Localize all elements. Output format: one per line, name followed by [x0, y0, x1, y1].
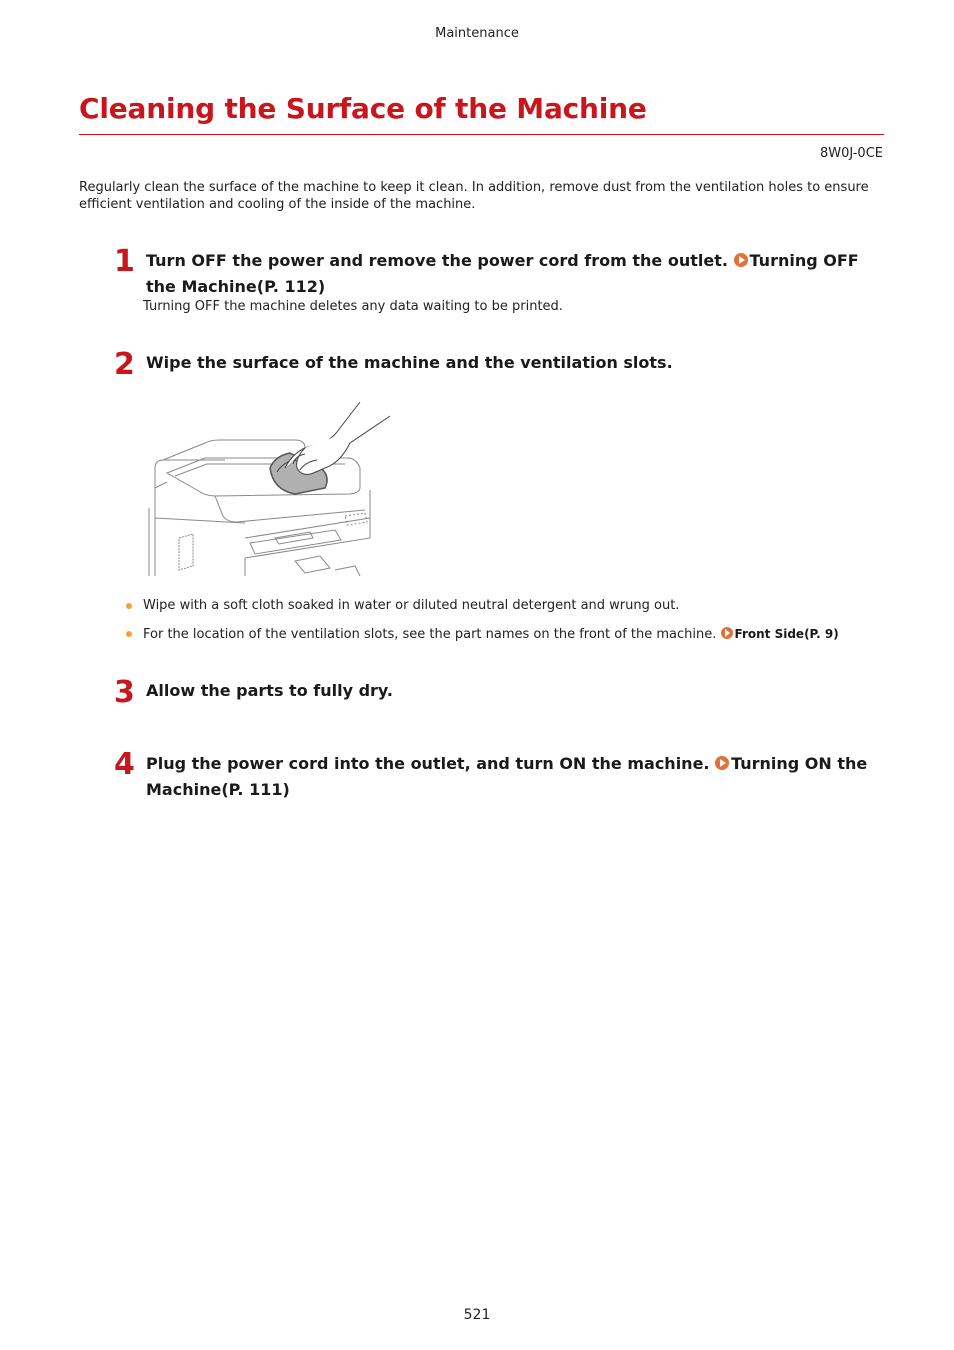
step-1-note: Turning OFF the machine deletes any data waiting to be printed. [143, 299, 563, 314]
step-text-3: Allow the parts to fully dry. [146, 681, 393, 700]
front-side-link-label: Front Side(P. 9) [734, 627, 839, 641]
link-arrow-icon [715, 756, 729, 770]
intro-paragraph: Regularly clean the surface of the machine to keep it clean. In addition, remove dust from the ventilation holes to ensure efficient ventilation and cooling of the inside of the machine. [79, 180, 869, 212]
link-arrow-icon [734, 253, 748, 267]
step-number-3: 3 [114, 675, 135, 710]
front-side-link[interactable] [721, 627, 839, 641]
bullet-text: For the location of the ventilation slots, see the part names on the front of the machine. [143, 627, 717, 642]
bullet-text: Wipe with a soft cloth soaked in water or diluted neutral detergent and wrung out. [143, 598, 680, 613]
step-1-instruction: Turn OFF the power and remove the power cord from the outlet. [146, 251, 728, 270]
bullet-icon [126, 603, 132, 609]
document-id: 8W0J-0CE [819, 146, 883, 161]
link-arrow-icon [721, 627, 733, 639]
list-item [124, 625, 839, 653]
turning-on-link-label: Turning ON the Machine(P. 111) [146, 754, 868, 799]
running-header: Maintenance [435, 26, 519, 41]
step-text-2: Wipe the surface of the machine and the ventilation slots. [146, 353, 673, 372]
turning-off-link-label: Turning OFF the Machine(P. 112) [146, 251, 859, 296]
step-text-1 [146, 248, 881, 300]
step-number-4: 4 [114, 747, 135, 782]
title-divider [79, 134, 884, 135]
cleaning-tips-list [124, 597, 839, 653]
step-number-1: 1 [114, 244, 135, 279]
page-title: Cleaning the Surface of the Machine [79, 92, 647, 125]
bullet-icon [126, 631, 132, 637]
page-number: 521 [463, 1307, 491, 1323]
machine-cleaning-illustration [145, 398, 395, 578]
step-4-instruction: Plug the power cord into the outlet, and turn ON the machine. [146, 754, 710, 773]
list-item [124, 597, 839, 625]
step-text-4 [146, 751, 881, 803]
step-number-2: 2 [114, 347, 135, 382]
